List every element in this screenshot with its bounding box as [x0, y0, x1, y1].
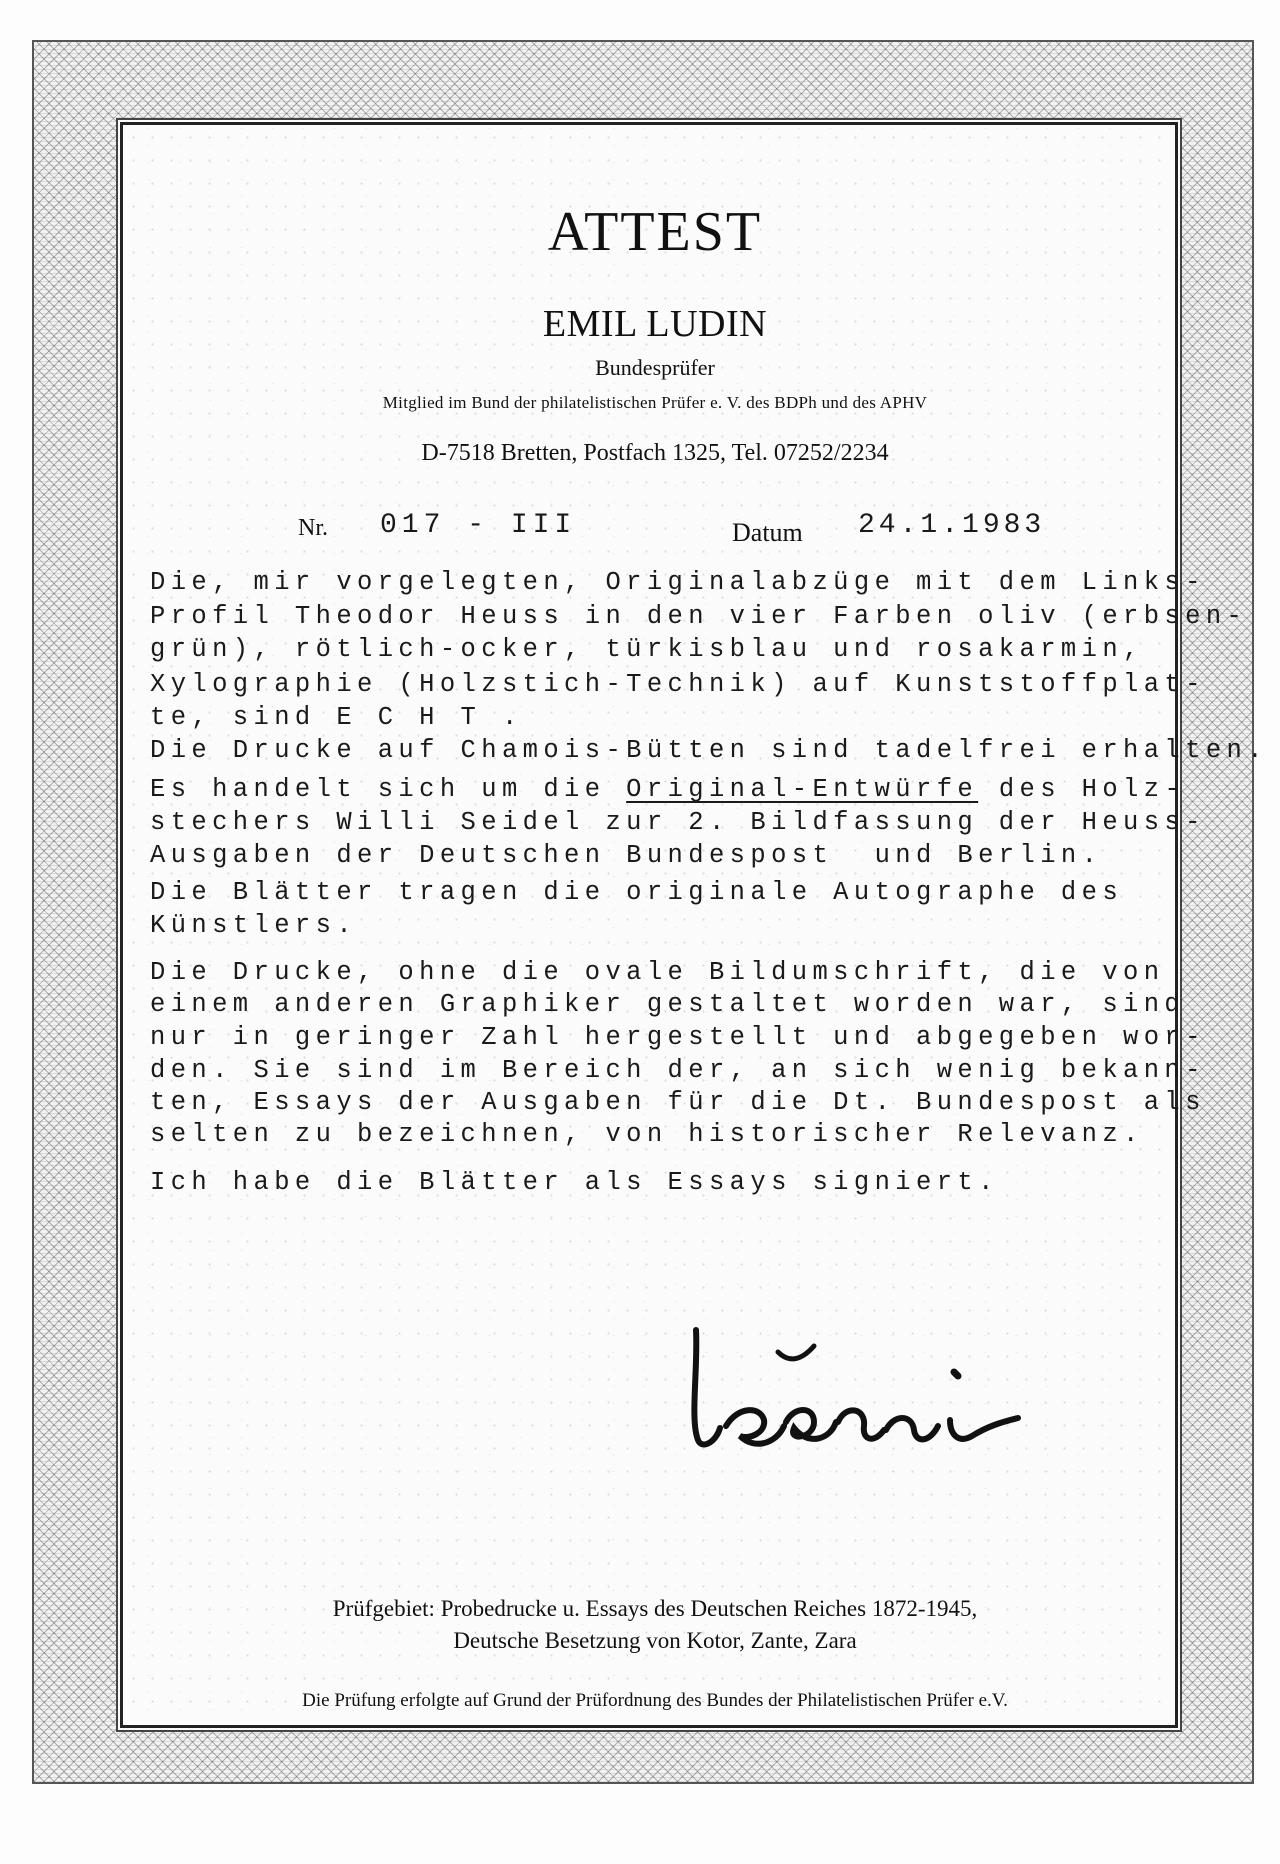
footer-pruefgebiet: Prüfgebiet: Probedrucke u. Essays des Deutschen Reiches 1872-1945, [332, 1596, 978, 1621]
body-line: grün), rötlich-ocker, türkisblau und rosakarmin, [150, 635, 1144, 664]
body-line: ten, Essays der Ausgaben für die Dt. Bundespost als [150, 1088, 1206, 1117]
body-line: den. Sie sind im Bereich der, an sich wenig bekann- [150, 1056, 1206, 1085]
body-line: Künstlers. [150, 911, 358, 940]
body-line: Die Blätter tragen die originale Autographe des [150, 878, 1124, 907]
handwritten-signature [668, 1310, 1048, 1460]
body-line: Die, mir vorgelegten, Originalabzüge mit dem Links- [150, 568, 1206, 597]
datum-value: 24.1.1983 [858, 510, 1046, 541]
body-line-emphasis [150, 775, 1185, 804]
body-line: stechers Willi Seidel zur 2. Bildfassung der Heuss- [150, 808, 1206, 837]
membership-line: Mitglied im Bund der philatelistischen Prüfer e. V. des BDPh und des APHV [382, 393, 928, 412]
footer-besetzung: Deutsche Besetzung von Kotor, Zante, Zara [453, 1628, 857, 1653]
examiner-name: EMIL LUDIN [542, 303, 768, 345]
address-line: D-7518 Bretten, Postfach 1325, Tel. 07252/2234 [421, 440, 889, 466]
nr-label: Nr. [298, 515, 328, 541]
body-line: te, sind E C H T . [150, 703, 523, 732]
body-text-part: des Holz- [978, 775, 1186, 804]
body-line: Ausgaben der Deutschen Bundespost und Berlin. [150, 841, 1103, 870]
body-line: Die Drucke auf Chamois-Bütten sind tadelfrei erhalten. [150, 736, 1268, 765]
datum-label: Datum [732, 518, 803, 547]
certificate-title: ATTEST [547, 201, 763, 263]
body-line: Die Drucke, ohne die ovale Bildumschrift, die von [150, 958, 1165, 987]
original-entwuerfe-underlined: Original-Entwürfe [626, 775, 979, 804]
examiner-role: Bundesprüfer [595, 355, 715, 380]
body-line: Xylographie (Holzstich-Technik) auf Kunststoffplat- [150, 670, 1206, 699]
body-text-part: Es handelt sich um die [150, 775, 627, 804]
body-line: Ich habe die Blätter als Essays signiert. [150, 1168, 999, 1197]
attest-body [150, 568, 1268, 1197]
signature-drawing [668, 1310, 1048, 1460]
body-line: Profil Theodor Heuss in den vier Farben oliv (erbsen- [150, 602, 1248, 631]
body-line: einem anderen Graphiker gestaltet worden war, sind [150, 990, 1186, 1019]
body-line: selten zu bezeichnen, von historischer Relevanz. [150, 1120, 1144, 1149]
body-line: nur in geringer Zahl hergestellt und abgegeben wor- [150, 1023, 1206, 1052]
footer-pruefordnung: Die Prüfung erfolgte auf Grund der Prüfordnung des Bundes der Philatelistischen Prüfer e.V. [302, 1690, 1008, 1711]
nr-value: 017 - III [380, 510, 577, 541]
